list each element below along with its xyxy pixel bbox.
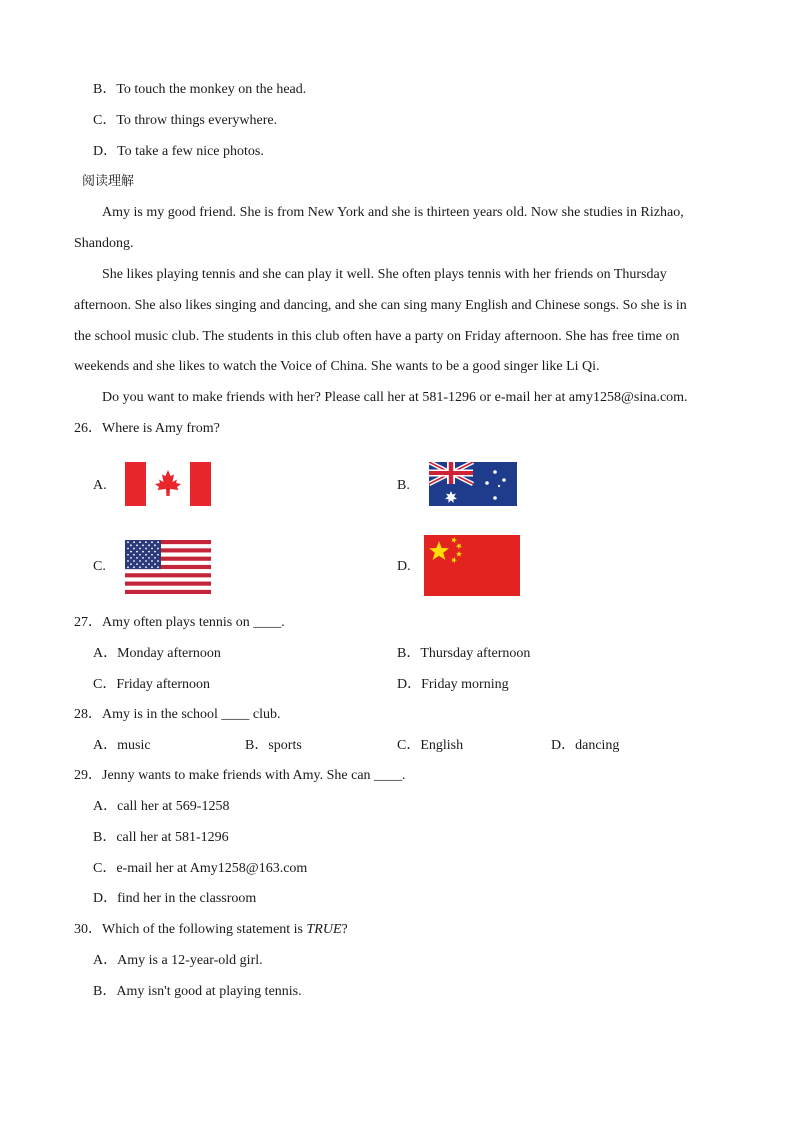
q26-option-a-label[interactable]: A. (93, 478, 107, 493)
previous-option-d: D．To take a few nice photos. (93, 144, 264, 159)
q28-option-a[interactable]: A．music (93, 738, 151, 753)
passage-line: Amy is my good friend. She is from New York and she is thirteen years old. Now she studies in Rizhao, (102, 205, 684, 220)
question-27-stem: 27．Amy often plays tennis on ____. (74, 615, 285, 630)
q30-option-b[interactable]: B．Amy isn't good at playing tennis. (93, 984, 302, 999)
q26-option-c-label[interactable]: C. (93, 559, 106, 574)
q29-option-b[interactable]: B．call her at 581-1296 (93, 830, 229, 845)
passage-line: Do you want to make friends with her? Please call her at 581-1296 or e-mail her at amy1258@sina.com. (102, 390, 688, 405)
question-30-stem-end: ? (341, 922, 348, 937)
q28-option-d[interactable]: D．dancing (551, 738, 620, 753)
passage-line: the school music club. The students in this club often have a party on Friday afternoon. She has free time on (74, 329, 680, 344)
question-26-stem: 26．Where is Amy from? (74, 421, 220, 436)
canada-flag-icon[interactable] (125, 462, 211, 506)
previous-option-b: B．To touch the monkey on the head. (93, 82, 307, 97)
australia-flag-icon[interactable] (429, 462, 517, 506)
q27-option-a[interactable]: A．Monday afternoon (93, 646, 221, 661)
q26-option-d-label[interactable]: D. (397, 559, 411, 574)
section-title: 阅读理解 (82, 174, 135, 189)
q30-option-a[interactable]: A．Amy is a 12-year-old girl. (93, 953, 263, 968)
passage-line: Shandong. (74, 236, 134, 251)
q28-option-c[interactable]: C．English (397, 738, 464, 753)
passage-line: afternoon. She also likes singing and dancing, and she can sing many English and Chinese songs. So she is in (74, 298, 687, 313)
question-30-stem-text: 30．Which of the following statement is (74, 922, 307, 937)
q27-option-d[interactable]: D．Friday morning (397, 677, 509, 692)
q26-option-b-label[interactable]: B. (397, 478, 410, 493)
q27-option-c[interactable]: C．Friday afternoon (93, 677, 211, 692)
q28-option-b[interactable]: B．sports (245, 738, 302, 753)
passage-line: weekends and she likes to watch the Voice of China. She wants to be a good singer like Li Qi. (74, 359, 600, 374)
usa-flag-icon[interactable] (125, 540, 211, 594)
china-flag-icon[interactable] (424, 535, 520, 596)
q27-option-b[interactable]: B．Thursday afternoon (397, 646, 531, 661)
question-29-stem: 29．Jenny wants to make friends with Amy. She can ____. (74, 768, 406, 783)
passage-line: She likes playing tennis and she can play it well. She often plays tennis with her friends on Thursday (102, 267, 667, 282)
question-30-stem (74, 921, 348, 939)
q29-option-c[interactable]: C．e-mail her at Amy1258@163.com (93, 861, 308, 876)
question-28-stem: 28．Amy is in the school ____ club. (74, 707, 281, 722)
q29-option-d[interactable]: D．find her in the classroom (93, 891, 257, 906)
question-30-emphasis: TRUE (306, 922, 342, 937)
previous-option-c: C．To throw things everywhere. (93, 113, 278, 128)
q29-option-a[interactable]: A．call her at 569-1258 (93, 799, 230, 814)
